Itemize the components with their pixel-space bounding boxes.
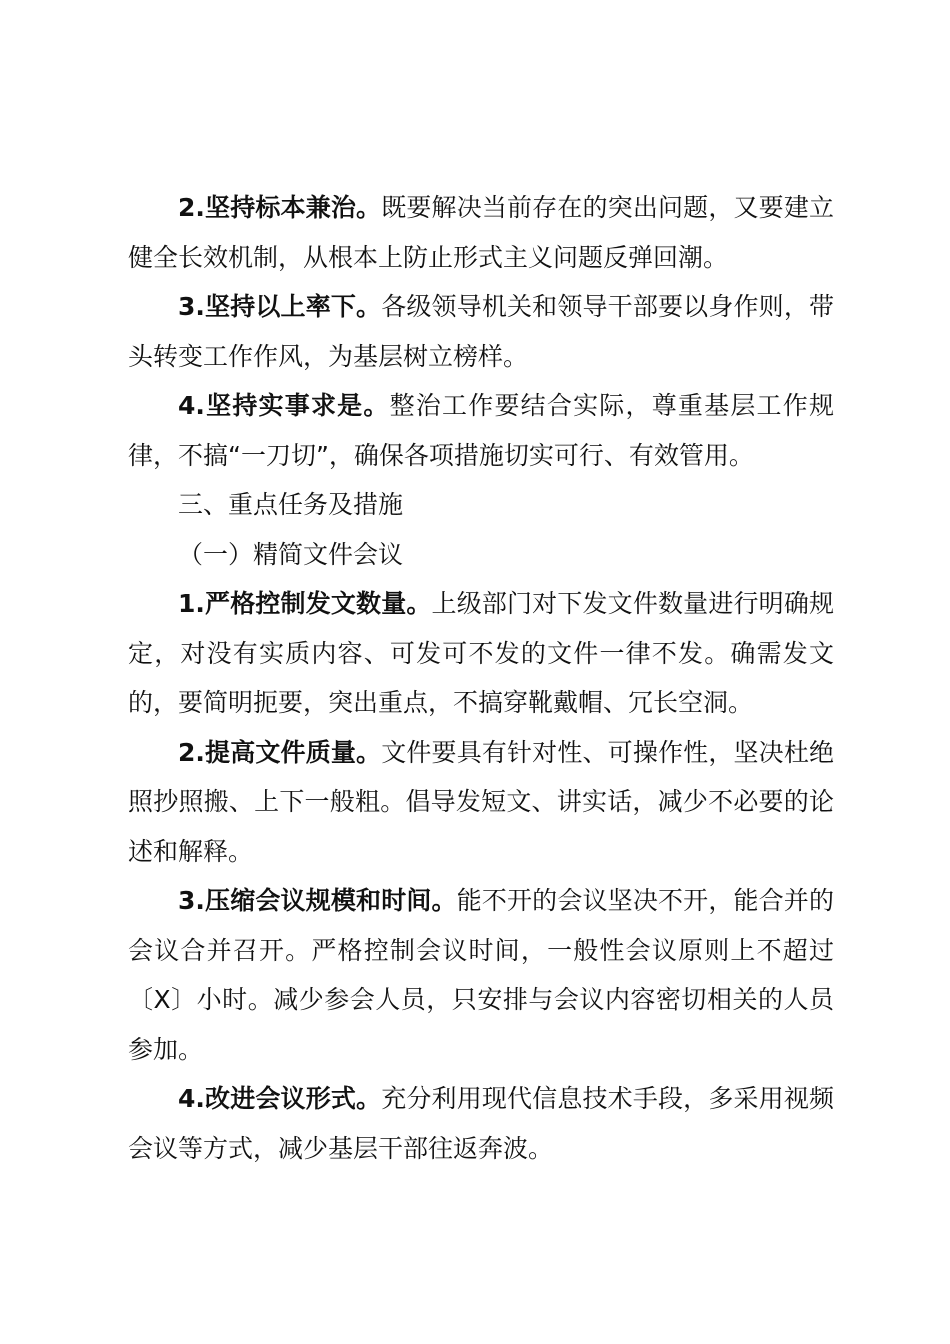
paragraph-lead: 4.改进会议形式。 bbox=[178, 1084, 382, 1113]
heading-text: （一）精简文件会议 bbox=[178, 539, 404, 569]
paragraph-task-3 bbox=[128, 876, 834, 1074]
paragraph-text: 既要解决当前存在的突出问题，又要建立健全长效机制，从根本上防止形式主义问题反弹回潮。 bbox=[128, 193, 834, 272]
document-body bbox=[128, 183, 834, 1173]
paragraph-text: 上级部门对下发文件数量进行明确规定，对没有实质内容、可发可不发的文件一律不发。确需发文的，要简明扼要，突出重点，不搞穿靴戴帽、冗长空洞。 bbox=[128, 589, 834, 717]
paragraph-text: 整治工作要结合实际，尊重基层工作规律，不搞“一刀切”，确保各项措施切实可行、有效管用。 bbox=[128, 391, 834, 470]
paragraph-task-2 bbox=[128, 728, 834, 877]
section-heading-3 bbox=[128, 480, 834, 530]
paragraph-lead: 1.严格控制发文数量。 bbox=[178, 589, 432, 618]
paragraph-lead: 3.压缩会议规模和时间。 bbox=[178, 886, 457, 915]
heading-text: 三、重点任务及措施 bbox=[178, 490, 404, 519]
paragraph-lead: 2.坚持标本兼治。 bbox=[178, 193, 382, 222]
paragraph-principle-4 bbox=[128, 381, 834, 480]
subsection-heading-1 bbox=[128, 530, 834, 580]
paragraph-principle-2 bbox=[128, 183, 834, 282]
paragraph-text: 能不开的会议坚决不开，能合并的会议合并召开。严格控制会议时间，一般性会议原则上不超过〔X〕小时。减少参会人员，只安排与会议内容密切相关的人员参加。 bbox=[128, 886, 834, 1064]
paragraph-text: 充分利用现代信息技术手段，多采用视频会议等方式，减少基层干部往返奔波。 bbox=[128, 1084, 834, 1163]
paragraph-lead: 4.坚持实事求是。 bbox=[178, 391, 390, 420]
paragraph-text: 各级领导机关和领导干部要以身作则，带头转变工作作风，为基层树立榜样。 bbox=[128, 292, 834, 371]
paragraph-task-1 bbox=[128, 579, 834, 728]
paragraph-principle-3 bbox=[128, 282, 834, 381]
paragraph-lead: 3.坚持以上率下。 bbox=[178, 292, 382, 321]
paragraph-lead: 2.提高文件质量。 bbox=[178, 737, 382, 767]
paragraph-text: 文件要具有针对性、可操作性，坚决杜绝照抄照搬、上下一般粗。倡导发短文、讲实话，减少不必要的论述和解释。 bbox=[128, 737, 834, 866]
paragraph-task-4 bbox=[128, 1074, 834, 1173]
